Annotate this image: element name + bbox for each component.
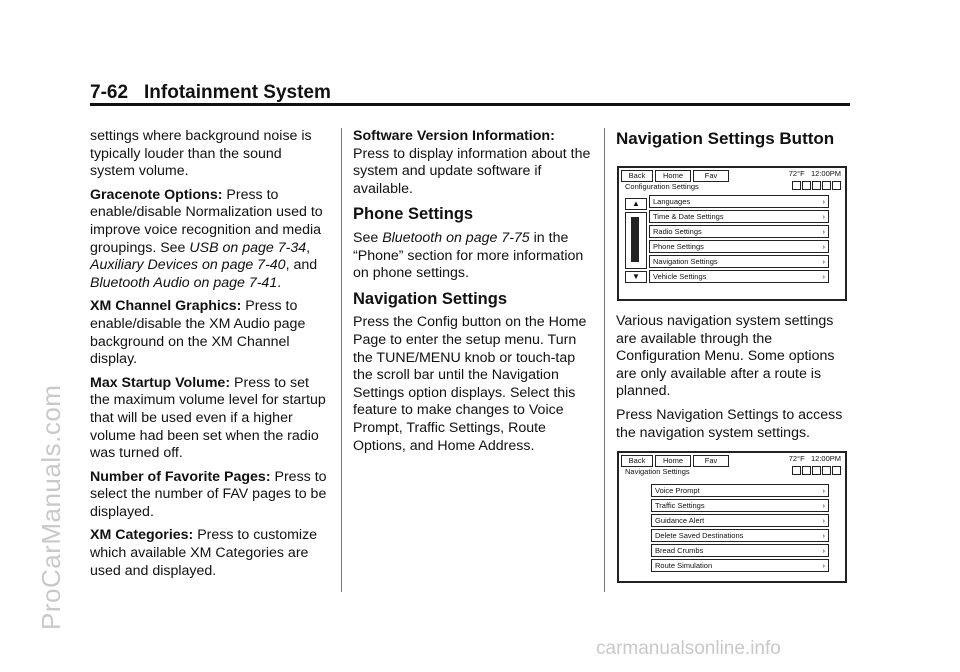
status-icon bbox=[832, 181, 841, 190]
chevron-right-icon: › bbox=[822, 212, 825, 221]
column-1 bbox=[90, 128, 330, 586]
status-icon bbox=[792, 181, 801, 190]
bluetooth-link[interactable]: Bluetooth on page 7-75 bbox=[382, 229, 530, 246]
menu-item-vehicle[interactable]: Vehicle Settings › bbox=[649, 270, 829, 283]
column-3 bbox=[616, 130, 856, 162]
menu-item-route-simulation[interactable]: Route Simulation › bbox=[651, 559, 829, 572]
status-icon bbox=[832, 466, 841, 475]
chevron-right-icon: › bbox=[822, 561, 825, 570]
chevron-right-icon: › bbox=[822, 197, 825, 206]
page-title: Infotainment System bbox=[144, 82, 331, 103]
column-3-text bbox=[616, 313, 856, 448]
menu-item-time-date[interactable]: Time & Date Settings › bbox=[649, 210, 829, 223]
phone-heading: Phone Settings bbox=[353, 205, 474, 224]
nav-para-2: Press Navigation Settings to access the navigation system settings. bbox=[616, 406, 843, 441]
chevron-right-icon: › bbox=[822, 531, 825, 540]
home-tab[interactable]: Home bbox=[655, 170, 691, 182]
nav-heading: Navigation Settings bbox=[353, 289, 508, 308]
fav-pages-item: Number of Favorite Pages: Press to select the number of FAV pages to be displayed. bbox=[90, 468, 327, 520]
scroll-down-icon[interactable]: ▼ bbox=[625, 271, 647, 283]
scroll-knob[interactable] bbox=[631, 217, 639, 262]
config-menu-list bbox=[649, 195, 829, 285]
scrollbar[interactable] bbox=[625, 212, 647, 269]
status-icon bbox=[792, 466, 801, 475]
home-tab[interactable]: Home bbox=[655, 455, 691, 467]
menu-item-radio[interactable]: Radio Settings › bbox=[649, 225, 829, 238]
back-tab[interactable]: Back bbox=[621, 170, 653, 182]
menu-item-navigation[interactable]: Navigation Settings › bbox=[649, 255, 829, 268]
chevron-right-icon: › bbox=[822, 501, 825, 510]
status-icon bbox=[802, 181, 811, 190]
nav-menu-list bbox=[651, 484, 829, 574]
status-clock: 72°F 12:00PM bbox=[788, 169, 841, 178]
header-rule bbox=[90, 103, 850, 106]
intro-text: settings where background noise is typically louder than the sound system volume. bbox=[90, 128, 312, 180]
fav-tab[interactable]: Fav bbox=[693, 455, 729, 467]
back-tab[interactable]: Back bbox=[621, 455, 653, 467]
status-clock: 72°F 12:00PM bbox=[788, 454, 841, 463]
aux-link[interactable]: Auxiliary Devices on page 7-40 bbox=[90, 257, 286, 274]
nav-text: Press the Config button on the Home Page to enter the setup menu. Turn the TUNE/MENU knob or touch-tap the scroll bar until the Navigation Settings option displays. Select this feature to make changes to Voice Prompt, Traffic Settings, Route Options, and Home Address. bbox=[353, 314, 587, 454]
menu-item-traffic[interactable]: Traffic Settings › bbox=[651, 499, 829, 512]
fav-tab[interactable]: Fav bbox=[693, 170, 729, 182]
page-number: 7-62 bbox=[90, 82, 129, 103]
xm-graphics-item: XM Channel Graphics: Press to enable/disable the XM Audio page background on the XM Channel display. bbox=[90, 298, 306, 368]
xm-categories-item: XM Categories: Press to customize which available XM Categories are used and displayed. bbox=[90, 527, 318, 579]
nav-para-1: Various navigation system settings are available through the Configuration Menu. Some options are only available after a route is planned. bbox=[616, 313, 835, 400]
software-text: Press to display information about the system and update software if available. bbox=[353, 145, 591, 197]
menu-item-voice-prompt[interactable]: Voice Prompt › bbox=[651, 484, 829, 497]
menu-item-delete-destinations[interactable]: Delete Saved Destinations › bbox=[651, 529, 829, 542]
phone-icon bbox=[822, 466, 831, 475]
column-2 bbox=[353, 128, 593, 461]
config-settings-screen bbox=[617, 166, 847, 301]
status-icons bbox=[791, 466, 841, 475]
nav-button-heading: Navigation Settings Button bbox=[616, 129, 835, 148]
phone-text: See Bluetooth on page 7-75 in the “Phone” section for more information on phone settings. bbox=[353, 229, 584, 282]
watermark-side: ProCarManuals.com bbox=[36, 384, 66, 630]
watermark-bottom: carmanualsonline.info bbox=[596, 638, 781, 659]
menu-item-bread-crumbs[interactable]: Bread Crumbs › bbox=[651, 544, 829, 557]
menu-item-languages[interactable]: Languages › bbox=[649, 195, 829, 208]
menu-item-phone[interactable]: Phone Settings › bbox=[649, 240, 829, 253]
column-divider-2 bbox=[604, 128, 605, 592]
software-label: Software Version Information: bbox=[353, 128, 555, 144]
chevron-right-icon: › bbox=[822, 516, 825, 525]
menu-item-guidance-alert[interactable]: Guidance Alert › bbox=[651, 514, 829, 527]
chevron-right-icon: › bbox=[822, 272, 825, 281]
status-icon bbox=[802, 466, 811, 475]
screen-title: Configuration Settings bbox=[625, 182, 699, 191]
bt-audio-link[interactable]: Bluetooth Audio on page 7-41 bbox=[90, 274, 278, 291]
chevron-right-icon: › bbox=[822, 242, 825, 251]
chevron-right-icon: › bbox=[822, 486, 825, 495]
phone-icon bbox=[822, 181, 831, 190]
page-header bbox=[90, 82, 331, 104]
column-divider-1 bbox=[341, 128, 342, 592]
chevron-right-icon: › bbox=[822, 227, 825, 236]
scroll-up-icon[interactable]: ▲ bbox=[625, 198, 647, 210]
nav-settings-screen bbox=[617, 451, 847, 583]
status-icons bbox=[791, 181, 841, 190]
status-icon bbox=[812, 466, 821, 475]
gracenote-item: Gracenote Options: Press to enable/disable Normalization used to improve voice recognition and media groupings. See USB on page 7-34, Auxiliary Devices on page 7-40, and Bluetooth Audio on page 7-41. bbox=[90, 186, 323, 291]
chevron-right-icon: › bbox=[822, 257, 825, 266]
max-volume-item: Max Startup Volume: Press to set the maximum volume level for startup that will be used even if a higher volume had been set when the radio was turned off. bbox=[90, 374, 326, 462]
screen-title: Navigation Settings bbox=[625, 467, 690, 476]
status-icon bbox=[812, 181, 821, 190]
usb-link[interactable]: USB on page 7-34 bbox=[189, 239, 307, 256]
chevron-right-icon: › bbox=[822, 546, 825, 555]
